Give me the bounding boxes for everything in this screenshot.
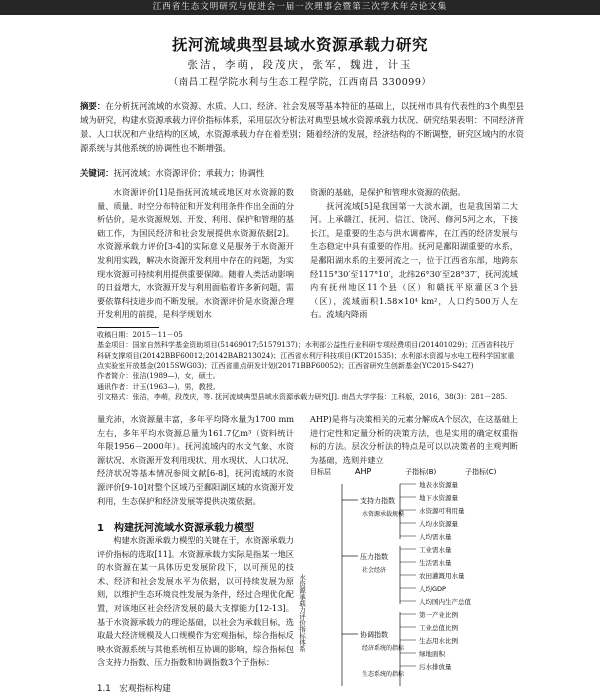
footnotes bbox=[97, 330, 518, 403]
diagram-root-label: 水资源承载力评价指标体系 bbox=[298, 574, 306, 652]
diagram-c-node: 生态用水比例 bbox=[419, 637, 458, 645]
keywords-text: 抚河流域；水资源评价；承载力；协调性 bbox=[113, 168, 265, 178]
diagram-c-node: 水资源可利用量 bbox=[419, 507, 465, 515]
paragraph: 量充沛，水资源量丰富，多年平均降水量为1700 mm左右，多年平均水资源总量为161.7亿m³（资料统计年限1956－2000年）。抚河流域内的水文气象、水资源状况、水资源开发利用现状、用水现状、人口状况、经济状况等基本情况参阅文献[6-8]，抚河流域的水资源评价[9-10]对整个区域乃至鄱阳湖区域的水资源开发利用，生态保护和经济发展等提供决策依据。 bbox=[97, 414, 294, 506]
running-header: 江西省生态文明研究与促进会一届一次理事会暨第三次学术年会论文集 bbox=[0, 0, 600, 15]
footnote-funding: 基金项目：国家自然科学基金资助项目(51469017;51579137)；水利部公益性行业科研专项经费项目(201401029)；江西省科技厅科研支撑项目(20142BBF60012;20142BAB213024)；江西省水利厅科技项目(KT201535)；水利部水资源与水电工程科学国家重点实验室开放基金(2015SWG03)；江西省重点研发计划(20171BBF60052)；江西省研究生创新基金(YC2015-S427) bbox=[97, 340, 515, 371]
diagram-top-node: AHP bbox=[355, 467, 372, 476]
abstract-label: 摘要： bbox=[80, 101, 106, 111]
diagram-b-node: 支持力指数 bbox=[360, 497, 395, 505]
abstract-text: 在分析抚河流域的水资源、水质、人口、经济、社会发展等基本特征的基础上，以抚州市具有代表性的3个典型县域为研究，构建水资源承载力评价指标体系，采用层次分析法对典型县域水资源承载力状况、研究结果表明：不同经济背景、人口状况和产业结构的区域，水资源承载力存在着差别；随着经济的发展，经济结构的不断调整，研究区域内的水资源系统与其他系统的协调性也不断增强。 bbox=[80, 101, 525, 153]
footnote-citation: 引文格式：张洁，李萌，段茂庆，等. 抚河流域典型县域水资源承载力研究[J]. 南昌大学学报：工科版，2016，38(3)：281－285. bbox=[97, 392, 508, 402]
diagram-c-node: 人均国内生产总值 bbox=[419, 598, 471, 606]
keywords bbox=[80, 167, 524, 179]
keywords-label: 关键词： bbox=[80, 168, 114, 178]
diagram-c-node: 污水排放量 bbox=[419, 663, 452, 671]
footnote-corresponding: 通讯作者：计玉(1963—)，男，教授。 bbox=[97, 381, 220, 391]
diagram-b-node: 协调指数 bbox=[360, 631, 388, 639]
abstract bbox=[80, 99, 524, 155]
diagram-sub-node: 经济系统的指标 bbox=[362, 645, 405, 652]
paragraph: AHP)是将与决策相关的元素分解成A个层次，在这基础上进行定性和定量分析的决策方法，也是实用的确定权重指标的方法。层次分析法的特点是可以以决策者的主观判断为基础，选则并建立 bbox=[310, 414, 518, 465]
diagram-b-node: 压力指数 bbox=[360, 553, 388, 561]
diagram-c-node: 人均GDP bbox=[419, 585, 446, 593]
diagram-c-node: 生活需水量 bbox=[419, 559, 452, 567]
indicator-hierarchy-diagram bbox=[300, 464, 530, 696]
footnote-received: 收稿日期：2015－11－05 bbox=[97, 330, 183, 339]
diagram-c-node: 工业总值比例 bbox=[419, 624, 458, 632]
paragraph: 水资源评价[1]是指抚河流域或地区对水资源的数量、质量、时空分布特征和开发利用条件作出全面的分析估价，是水资源规划、开发、利用、保护和管理的基础工作，为国民经济和社会发展提供水资源依据[2]。水资源承载力评价[3-4]的实际意义是服务于水资源开发利用实践，解决水资源开发利用中存在的问题，为实现水资源可持续利用提供重要保障。随着人类活动影响的日益增大，水资源开发与利用面临着许多新问题，需要依靠科技进步而不断发展。水资源评价是水资源合理开发利用的前提，是科学规划水 bbox=[97, 187, 294, 320]
column-1-top bbox=[97, 186, 294, 322]
subsection-heading: 1.1 宏观指标构建 bbox=[97, 684, 171, 694]
diagram-sub-node: 社会经济 bbox=[362, 567, 387, 574]
diagram-col-header: 子指标(B) bbox=[405, 468, 437, 476]
diagram-col-header: 子指标(C) bbox=[465, 468, 497, 476]
paragraph: 构建水资源承载力模型的关键在于，水资源承载力评价指标的选取[11]。水资源承载力实际是指某一地区的水资源在某一具体历史发展阶段下，以可预见的技术、经济和社会发展水平为依据，以可持续发展为原则，以维护生态环境良性发展为条件，经过合理优化配置，对该地区社会经济发展的最大支撑能力[12-13]。基于水资源承载力的理论基础，以社会为承载目标，选取最大经济规模及人口规模作为宏观指标，综合指标反映水资源系统与其他系统相互协调的影响，综合指标包含支持力指数、压力指数和协调指数3个子指标： bbox=[97, 535, 294, 668]
paper-authors: 张洁，李萌，段茂庆，张军，魏进，计玉 bbox=[187, 59, 413, 71]
diagram-sub-node: 生态系统的指标 bbox=[362, 671, 405, 678]
column-2-top bbox=[310, 186, 518, 322]
diagram-c-node: 地表水资源量 bbox=[419, 481, 458, 489]
paper-affiliation: （南昌工程学院水利与生态工程学院，江西南昌 330099） bbox=[168, 77, 432, 88]
paragraph: 抚河流域[5]是我国第一大淡水湖，也是我国第二大河。上承赣江、抚河、信江、饶河、修河5河之水，下接长江，是重要的生态与洪水调蓄库，在江西的经济发展与生态稳定中具有重要的作用。抚河是鄱阳湖重要的水系，是鄱阳湖水系的主要河流之一，位于江西省东部，地跨东经115°30′至117°10′，北纬26°30′至28°37′，抚河流域内有抚州地区11个县（区）和赣抚平原灌区3个县（区），流域面积1.58×10⁴ km²，人口约500万人左右。流域内降雨 bbox=[310, 200, 518, 320]
diagram-c-node: 地下水资源量 bbox=[419, 494, 458, 502]
section-heading: 1 构建抚河流域水资源承载力模型 bbox=[97, 523, 254, 534]
paper-title: 抚河流域典型县域水资源承载力研究 bbox=[171, 36, 428, 54]
footnote-rule bbox=[97, 327, 159, 328]
footnote-author: 作者简介：张洁(1989—)，女，硕士。 bbox=[97, 371, 220, 381]
diagram-col-header: 目标层 bbox=[310, 468, 331, 476]
diagram-sub-node: 水资源承载规模 bbox=[362, 511, 405, 518]
diagram-c-node: 绿地面积 bbox=[419, 650, 445, 658]
column-1-bottom bbox=[97, 413, 294, 508]
column-1-bottom-2 bbox=[97, 534, 294, 670]
diagram-c-node: 工业需水量 bbox=[419, 546, 452, 554]
column-2-bottom bbox=[310, 413, 518, 467]
diagram-c-node: 第一产业比例 bbox=[419, 611, 458, 619]
diagram-c-node: 人均水资源量 bbox=[419, 520, 458, 528]
diagram-c-node: 农田灌溉用水量 bbox=[419, 572, 465, 580]
paragraph: 资源的基础，是保护和管理水资源的依据。 bbox=[310, 187, 466, 197]
diagram-c-node: 人均需水量 bbox=[419, 533, 452, 541]
